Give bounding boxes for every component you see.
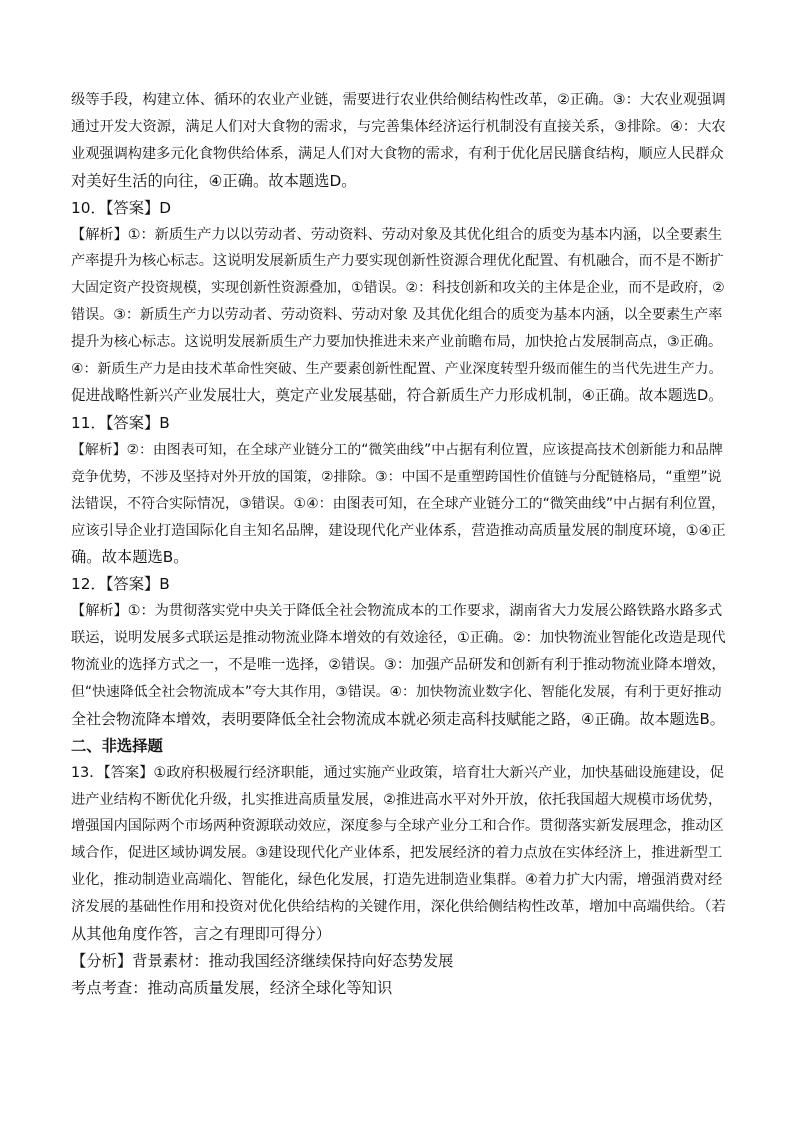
answer-explanation-text: [71, 87, 726, 1002]
text-line: 域合作，促进区域协调发展。③建设现代化产业体系，把发展经济的着力点放在实体经济上，推进新型工: [71, 845, 723, 862]
text-line: 业观强调构建多元化食物供给体系，满足人们对大食物的需求，有利于优化居民膳食结构，顺应人民群众: [71, 145, 724, 162]
text-line: 但“快速降低全社会物流成本”夸大其作用，③错误。④：加快物流业数字化、智能化发展，有利于更好推动: [71, 683, 722, 700]
text-line: 错误。③：新质生产力以劳动者、劳动资料、劳动对象 及其优化组合的质变为基本内涵，以全要素生产率: [71, 307, 723, 324]
text-line: 考点考查：推动高质量发展，经济全球化等知识: [71, 978, 393, 997]
text-line: 增强国内国际两个市场两种资源联动效应，深度参与全球产业分工和合作。贯彻落实新发展理念，推动区: [71, 818, 724, 835]
text-line: 从其他角度作答，言之有理即可得分）: [71, 925, 332, 944]
text-line: 大固定资产投资规模，实现创新性资源叠加，①错误。②：科技创新和攻关的主体是企业，而不是政府，②: [71, 280, 725, 297]
text-line: 业化，推动制造业高端化、智能化，绿色化发展，打造先进制造业集群。④着力扩大内需，增强消费对经: [71, 872, 723, 889]
answer-heading-13: 13．【答案】①政府积极履行经济职能，通过实施产业政策，培育壮大新兴产业，加快基础设施建设，促: [71, 764, 724, 781]
text-line: 【解析】①：为贯彻落实党中央关于降低全社会物流成本的工作要求，湖南省大力发展公路铁路水路多式: [71, 603, 723, 620]
text-line: 法错误，不符合实际情况，③错误。①④：由图表可知，在全球产业链分工的“微笑曲线”中占据有利位置，: [71, 495, 726, 512]
text-line: 济发展的基础性作用和投资对优化供给结构的关键作用，深化供给侧结构性改革，增加中高端供给。（若: [71, 899, 726, 916]
text-line: 应该引导企业打造国际化自主知名品牌，建设现代化产业体系，营造推动高质量发展的制度环境，①④正: [71, 522, 726, 539]
text-line: 产率提升为核心标志。这说明发展新质生产力要实现创新性资源合理优化配置、有机融合，而不是不断扩: [71, 253, 724, 270]
text-line: 物流业的选择方式之一，不是唯一选择，②错误。③：加强产品研发和创新有利于推动物流业降本增效，: [71, 657, 726, 674]
text-line: 竞争优势，不涉及坚持对外开放的国策，②排除。③：中国不是重塑跨国性价值链与分配链格局，“重塑”说: [71, 468, 722, 485]
answer-heading-11: 11．【答案】B: [71, 413, 170, 432]
text-line: 确。故本题选B。: [71, 548, 189, 567]
text-line: 全社会物流降本增效，表明要降低全社会物流成本就必须走高科技赋能之路，④正确。故本题选B。: [71, 709, 725, 728]
text-line: 【解析】②：由图表可知，在全球产业链分工的“微笑曲线”中占据有利位置，应该提高技术创新能力和品牌: [71, 441, 723, 458]
text-line: ④：新质生产力是由技术革命性突破、生产要素创新性配置、产业深度转型升级而催生的当代先进生产力。: [71, 361, 723, 378]
section-heading: 二、非选择题: [71, 736, 163, 755]
answer-heading-12: 12．【答案】B: [71, 575, 170, 594]
analysis-line: 【分析】背景素材：推动我国经济继续保持向好态势发展: [71, 952, 454, 970]
text-line: 进产业结构不断优化升级，扎实推进高质量发展，②推进高水平对外开放，依托我国超大规模市场优势，: [71, 791, 723, 808]
text-line: 级等手段，构建立体、循环的农业产业链，需要进行农业供给侧结构性改革，②正确。③：大农业观强调: [71, 92, 726, 108]
text-line: 【解析】①：新质生产力以以劳动者、劳动资料、劳动对象及其优化组合的质变为基本内涵，以全要素生: [71, 226, 723, 243]
text-line: 对美好生活的向往，④正确。故本题选D。: [71, 171, 357, 190]
text-line: 通过开发大资源，满足人们对大食物的需求，与完善集体经济运行机制没有直接关系，③排除。④：大农: [71, 118, 726, 135]
text-line: 促进战略性新兴产业发展壮大，奠定产业发展基础，符合新质生产力形成机制，④正确。故本题选D。: [71, 386, 723, 404]
text-line: 联运，说明发展多式联运是推动物流业降本增效的有效途径，①正确。②：加快物流业智能化改造是现代: [71, 630, 726, 647]
text-line: 提升为核心标志。这说明发展新质生产力要加快推进未来产业前瞻布局，加快抢占发展制高点，③正确。: [71, 334, 723, 351]
answer-heading-10: 10．【答案】D: [71, 198, 172, 217]
